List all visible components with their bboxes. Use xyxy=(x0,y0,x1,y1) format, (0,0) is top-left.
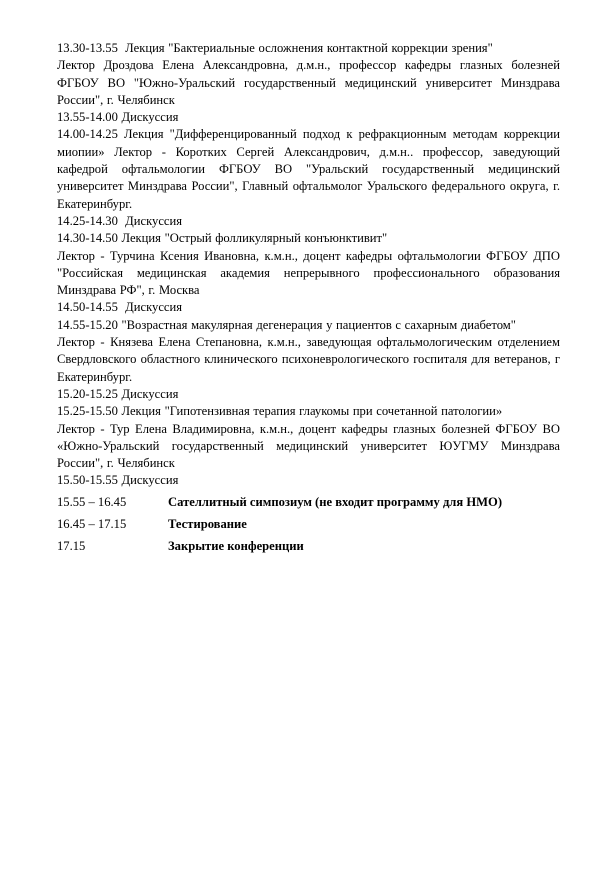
discussion-line: 13.55-14.00 Дискуссия xyxy=(57,110,179,125)
discussion-line: 14.25-14.30 Дискуссия xyxy=(57,213,183,228)
schedule-row-testing xyxy=(57,516,560,533)
schedule-row-satellite-symposium xyxy=(57,494,560,511)
discussion-line: 14.50-14.55 Дискуссия xyxy=(57,300,183,315)
lecturer-paragraph: Лектор - Тур Елена Владимировна, к.м.н., доцент кафедры глазных болезней ФГБОУ ВО «Южно-Уральский государственный медицинский университет ЮУГМУ Минздрава России", г. Челябинск xyxy=(57,421,560,471)
schedule-time: 17.15 xyxy=(57,539,86,554)
lecturer-paragraph: Лектор - Турчина Ксения Ивановна, к.м.н., доцент кафедры офтальмологии ФГБОУ ДПО "Российская медицинская академия непрерывного профессионального образования Минздрава РФ", г. Москва xyxy=(57,248,560,298)
lecture-title-paragraph: 14.30-14.50 Лекция "Острый фолликулярный конъюнктивит" xyxy=(57,231,388,246)
lecture-title-paragraph: 14.55-15.20 "Возрастная макулярная дегенерация у пациентов с сахарным диабетом" xyxy=(57,317,516,332)
lecture-block-paragraph: 14.00-14.25 Лекция "Дифференцированный подход к рефракционным методам коррекции миопии» Лектор - Коротких Сергей Александрович, д.м.н.. профессор, заведующий кафедрой офтальмологии ФГБОУ ВО "Уральский государственный медицинский университет Минздрава России", Главный офтальмолог Уральского федерального округа, г. Екатеринбург. xyxy=(57,127,560,211)
lecture-title-paragraph: 13.30-13.55 Лекция "Бактериальные осложнения контактной коррекции зрения" xyxy=(57,41,493,55)
schedule-label: Тестирование xyxy=(168,517,247,532)
schedule-time: 16.45 – 17.15 xyxy=(57,517,127,532)
lecturer-paragraph: Лектор - Князева Елена Степановна, к.м.н., заведующая офтальмологическим отделением Свердловского областного клинического психоневрологического госпиталя для ветеранов, г Екатеринбург. xyxy=(57,335,560,384)
schedule-label: Сателлитный симпозиум (не входит программу для НМО) xyxy=(168,495,503,510)
lecture-title-paragraph: 15.25-15.50 Лекция "Гипотензивная терапия глаукомы при сочетанной патологии» xyxy=(57,404,503,419)
lecturer-paragraph: Лектор Дроздова Елена Александровна, д.м.н., профессор кафедры глазных болезней ФГБОУ ВО "Южно-Уральский государственный медицинский университет Минздрава России", г. Челябинск xyxy=(57,58,560,107)
schedule-time: 15.55 – 16.45 xyxy=(57,495,127,510)
schedule-row-closing xyxy=(57,538,560,555)
discussion-line: 15.20-15.25 Дискуссия xyxy=(57,386,179,401)
schedule-label: Закрытие конференции xyxy=(168,539,304,554)
discussion-line: 15.50-15.55 Дискуссия xyxy=(57,473,179,488)
